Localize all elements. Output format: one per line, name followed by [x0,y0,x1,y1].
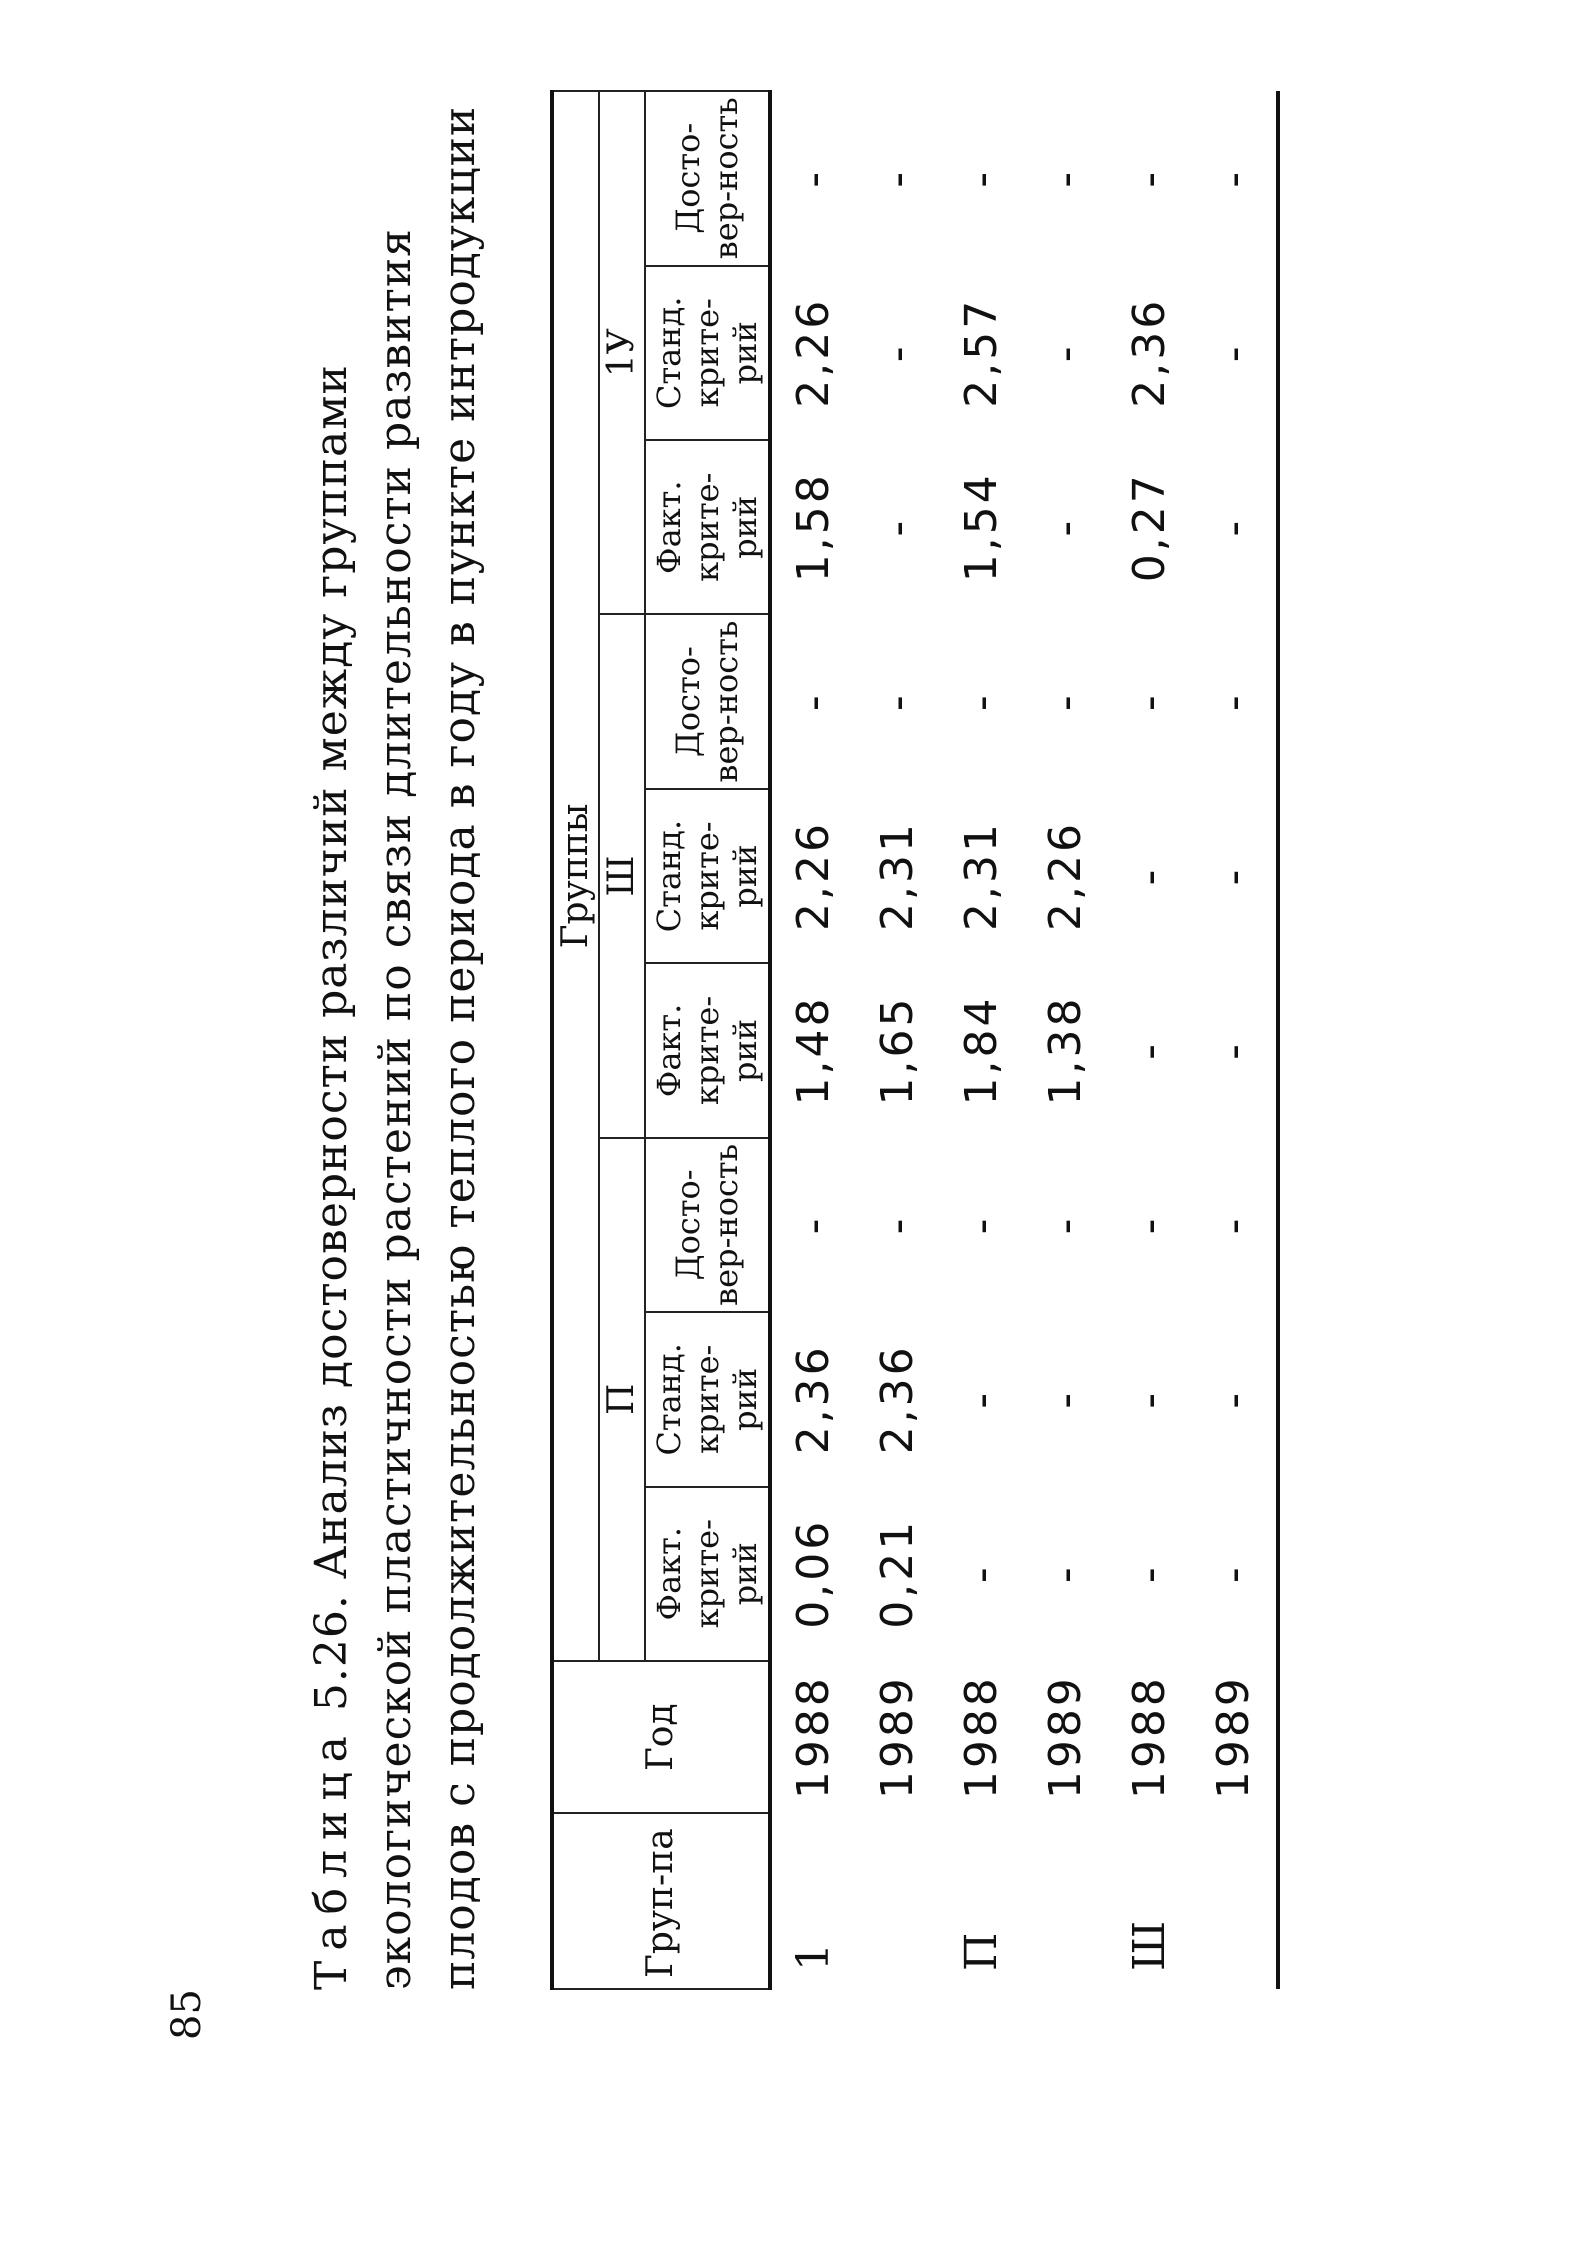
table-cell: 1,65 [872,995,923,1106]
table-cell: - [872,1215,923,1235]
table-cell: - [1208,1215,1259,1235]
header-year: Год [552,1661,770,1813]
table-cell: 1,48 [788,995,839,1106]
header-sub-col: Факт. крите-рий [645,1487,770,1661]
table-cell: - [1124,866,1175,886]
table-cell: - [956,1389,1007,1409]
table-cell: - [1124,1215,1175,1235]
row-group: 1 [788,1940,839,1971]
table-cell: - [956,1564,1007,1584]
table-cell: - [1124,168,1175,188]
table-cell: - [1040,1389,1091,1409]
table-cell: - [872,343,923,363]
table-cell: - [1124,692,1175,712]
row-year: 1988 [956,1675,1007,1800]
table-cell: 1,84 [956,995,1007,1106]
header-sub-col: Станд. крите-рий [645,266,770,440]
page-number: 85 [164,1989,210,2040]
header-group: Груп-па [552,1813,770,1989]
table-cell: 2,31 [956,821,1007,932]
table-cell: - [1208,692,1259,712]
table-cell: 2,36 [1124,297,1175,408]
data-table [550,90,1280,1990]
table-cell: - [1040,1215,1091,1235]
row-year: 1989 [872,1675,923,1800]
row-group [1192,1813,1278,1989]
header-sub-col: Станд. крите-рий [645,789,770,963]
header-sub-col: Досто-вер-ность [645,614,770,788]
table-cell: - [1208,168,1259,188]
row-group: П [956,1929,1007,1971]
header-sub-col: Досто-вер-ность [645,91,770,266]
table-cell: - [788,1215,839,1235]
header-sub-col: Станд. крите-рий [645,1312,770,1486]
table-cell: - [1208,866,1259,886]
table-caption [300,90,492,1990]
table-cell: - [788,168,839,188]
table-cell: - [1208,1564,1259,1584]
table-cell: - [1124,1564,1175,1584]
row-group [1024,1813,1108,1989]
header-sub-col: Факт. крите-рий [645,440,770,614]
table-cell: - [956,1215,1007,1235]
table-body [770,91,1278,1989]
table-cell: - [872,517,923,537]
row-year: 1989 [1208,1675,1259,1800]
caption-number: 5.26. [306,1594,357,1712]
row-year: 1988 [788,1675,839,1800]
table-cell: 0,27 [1124,472,1175,583]
header-group-col: 1У [599,91,645,614]
table-cell: 2,26 [1040,821,1091,932]
table-cell: - [872,692,923,712]
table-cell: 1,58 [788,472,839,583]
table-cell: - [1208,343,1259,363]
table-cell: - [1040,692,1091,712]
table-cell: - [1208,517,1259,537]
table-cell: - [1208,1041,1259,1060]
row-group: Ш [1124,1917,1175,1971]
caption-lead: Таблица [306,1726,357,1990]
table-cell: 0,21 [872,1518,923,1629]
row-year: 1989 [1040,1675,1091,1800]
header-groups: Группы [552,91,599,1661]
table-cell: 1,38 [1040,995,1091,1106]
header-group-col: П [599,1138,645,1661]
table-row [1024,91,1108,1989]
table-cell: - [1040,517,1091,537]
table-cell: - [872,168,923,188]
table-cell: 2,26 [788,821,839,932]
table-cell: - [1040,343,1091,363]
table-cell: 2,31 [872,821,923,932]
table-cell: - [956,692,1007,712]
table-cell: 1,54 [956,472,1007,583]
header-sub-col: Досто-вер-ность [645,1138,770,1312]
table-cell: - [956,168,1007,188]
rotated-page-content [300,80,1500,1990]
header-sub-col: Факт. крите-рий [645,963,770,1137]
table-cell: 0,06 [788,1518,839,1629]
header-group-col: Ш [599,614,645,1137]
table-cell: 2,57 [956,297,1007,408]
table-cell: - [788,692,839,712]
table-row [1108,91,1192,1989]
table-cell: - [1040,168,1091,188]
table-cell: - [1124,1041,1175,1060]
table-row [1192,91,1278,1989]
table-cell: - [1040,1564,1091,1584]
row-year: 1988 [1124,1675,1175,1800]
table-row [856,91,940,1989]
table-cell: 2,36 [872,1344,923,1455]
header-row-1 [552,91,599,1989]
caption-text: Анализ достоверности различий между группами экологической пластичности растений по связи длительности развития плодов с продолжительностью теплого периода в году в пункте интродукции [306,105,485,1990]
table-cell: - [1124,1389,1175,1409]
table-cell: - [1208,1389,1259,1409]
table-row [770,91,856,1989]
table-cell: 2,36 [788,1344,839,1455]
row-group [856,1813,940,1989]
table-cell: 2,26 [788,297,839,408]
table-row [940,91,1024,1989]
